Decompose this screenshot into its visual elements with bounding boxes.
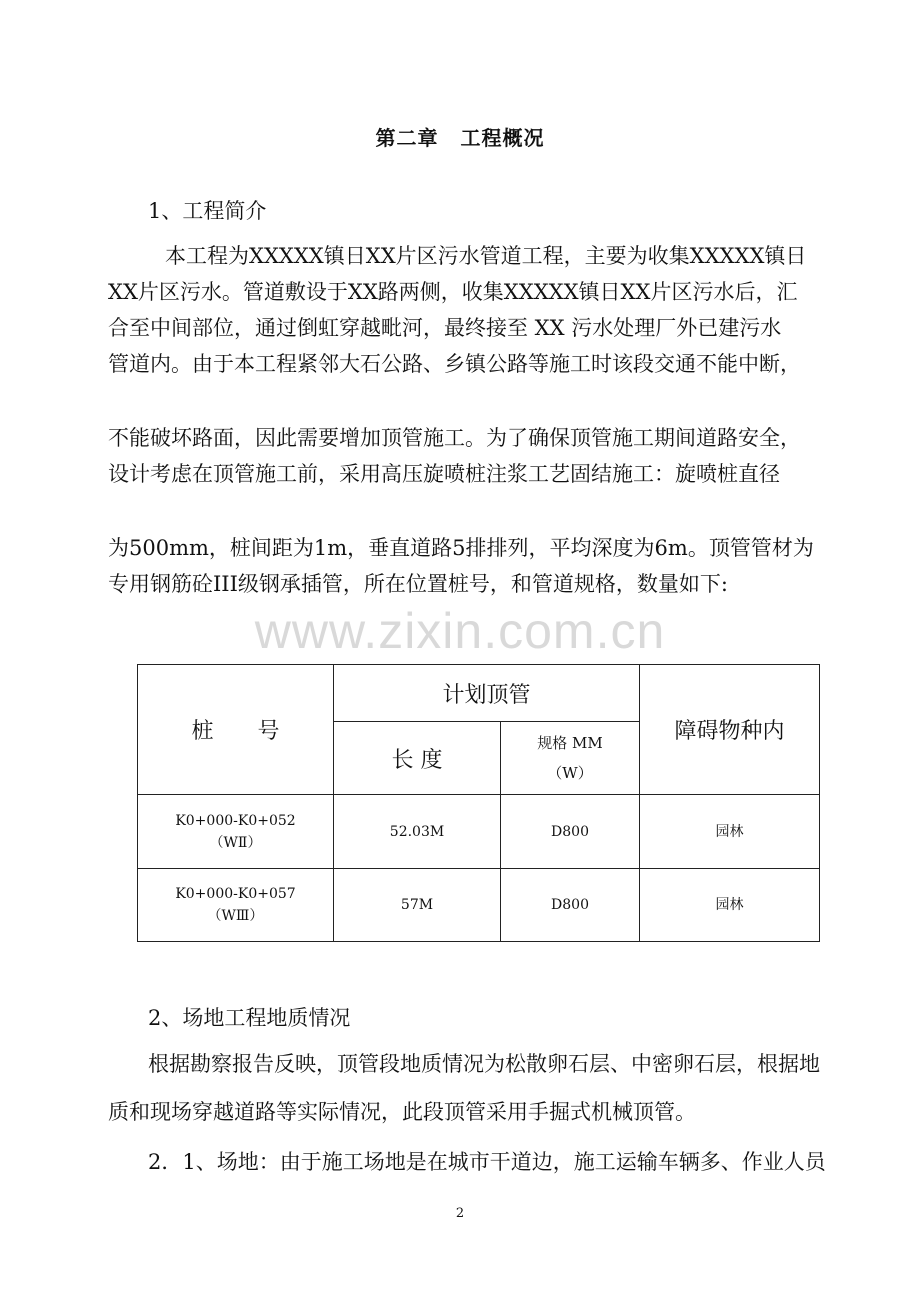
cell-length: 52.03M	[334, 795, 501, 869]
header-spec-line1: 规格 MM	[537, 734, 603, 752]
cell-obstacle: 园林	[640, 795, 820, 869]
station-code: K0+000-K0+057	[175, 886, 296, 902]
chapter-label: 第二章	[375, 126, 439, 150]
cell-obstacle: 园林	[640, 869, 820, 942]
paragraph-line: 专用钢筋砼III级钢承插管，所在位置桩号，和管道规格，数量如下:	[108, 572, 728, 596]
header-plan-group: 计划顶管	[334, 665, 640, 722]
page-number: 2	[455, 1206, 465, 1221]
chapter-title	[0, 122, 920, 151]
cell-station	[138, 795, 334, 869]
cell-station	[138, 869, 334, 942]
paragraph-line: 质和现场穿越道路等实际情况，此段顶管采用手掘式机械顶管。	[108, 1100, 696, 1124]
cell-length: 57M	[334, 869, 501, 942]
header-spec	[501, 722, 640, 795]
paragraph-line: 不能破坏路面，因此需要增加顶管施工。为了确保顶管施工期间道路安全，	[108, 426, 801, 450]
cell-spec: D800	[501, 869, 640, 942]
paragraph-line: 为500mm，桩间距为1m，垂直道路5排排列，平均深度为6m。顶管管材为	[108, 536, 814, 560]
paragraph-line: 根据勘察报告反映，顶管段地质情况为松散卵石层、中密卵石层，根据地	[148, 1052, 820, 1076]
cell-spec: D800	[501, 795, 640, 869]
chapter-name: 工程概况	[460, 126, 545, 150]
paragraph-line: 管道内。由于本工程紧邻大石公路、乡镇公路等施工时该段交通不能中断，	[108, 352, 801, 376]
header-spec-line2: （W）	[547, 764, 593, 782]
section1-heading: 1、工程简介	[148, 199, 267, 223]
header-length: 长 度	[334, 722, 501, 795]
table-row	[138, 869, 820, 942]
paragraph-line: 合至中间部位，通过倒虹穿越毗河，最终接至 XX 污水处理厂外已建污水	[108, 316, 782, 340]
station-sub: （WⅢ）	[207, 908, 264, 924]
station-sub: （WⅡ）	[209, 834, 262, 851]
station-code: K0+000-K0+052	[175, 812, 296, 829]
table-row	[138, 795, 820, 869]
header-obstacle: 障碍物种内	[640, 665, 820, 795]
paragraph-line: 本工程为XXXXX镇日XX片区污水管道工程，主要为收集XXXXX镇日	[165, 244, 807, 268]
pipe-jacking-table	[137, 664, 820, 942]
header-station: 桩 号	[138, 665, 334, 795]
watermark: www.zixin.com.cn	[254, 603, 666, 659]
section2-heading: 2、场地工程地质情况	[148, 1006, 351, 1030]
paragraph-line: 设计考虑在顶管施工前，采用高压旋喷桩注浆工艺固结施工：旋喷桩直径	[108, 462, 780, 486]
paragraph-line: 2．1、场地：由于施工场地是在城市干道边，施工运输车辆多、作业人员	[148, 1150, 826, 1174]
paragraph-line: XX片区污水。管道敷设于XX路两侧，收集XXXXX镇日XX片区污水后，汇	[108, 280, 798, 304]
